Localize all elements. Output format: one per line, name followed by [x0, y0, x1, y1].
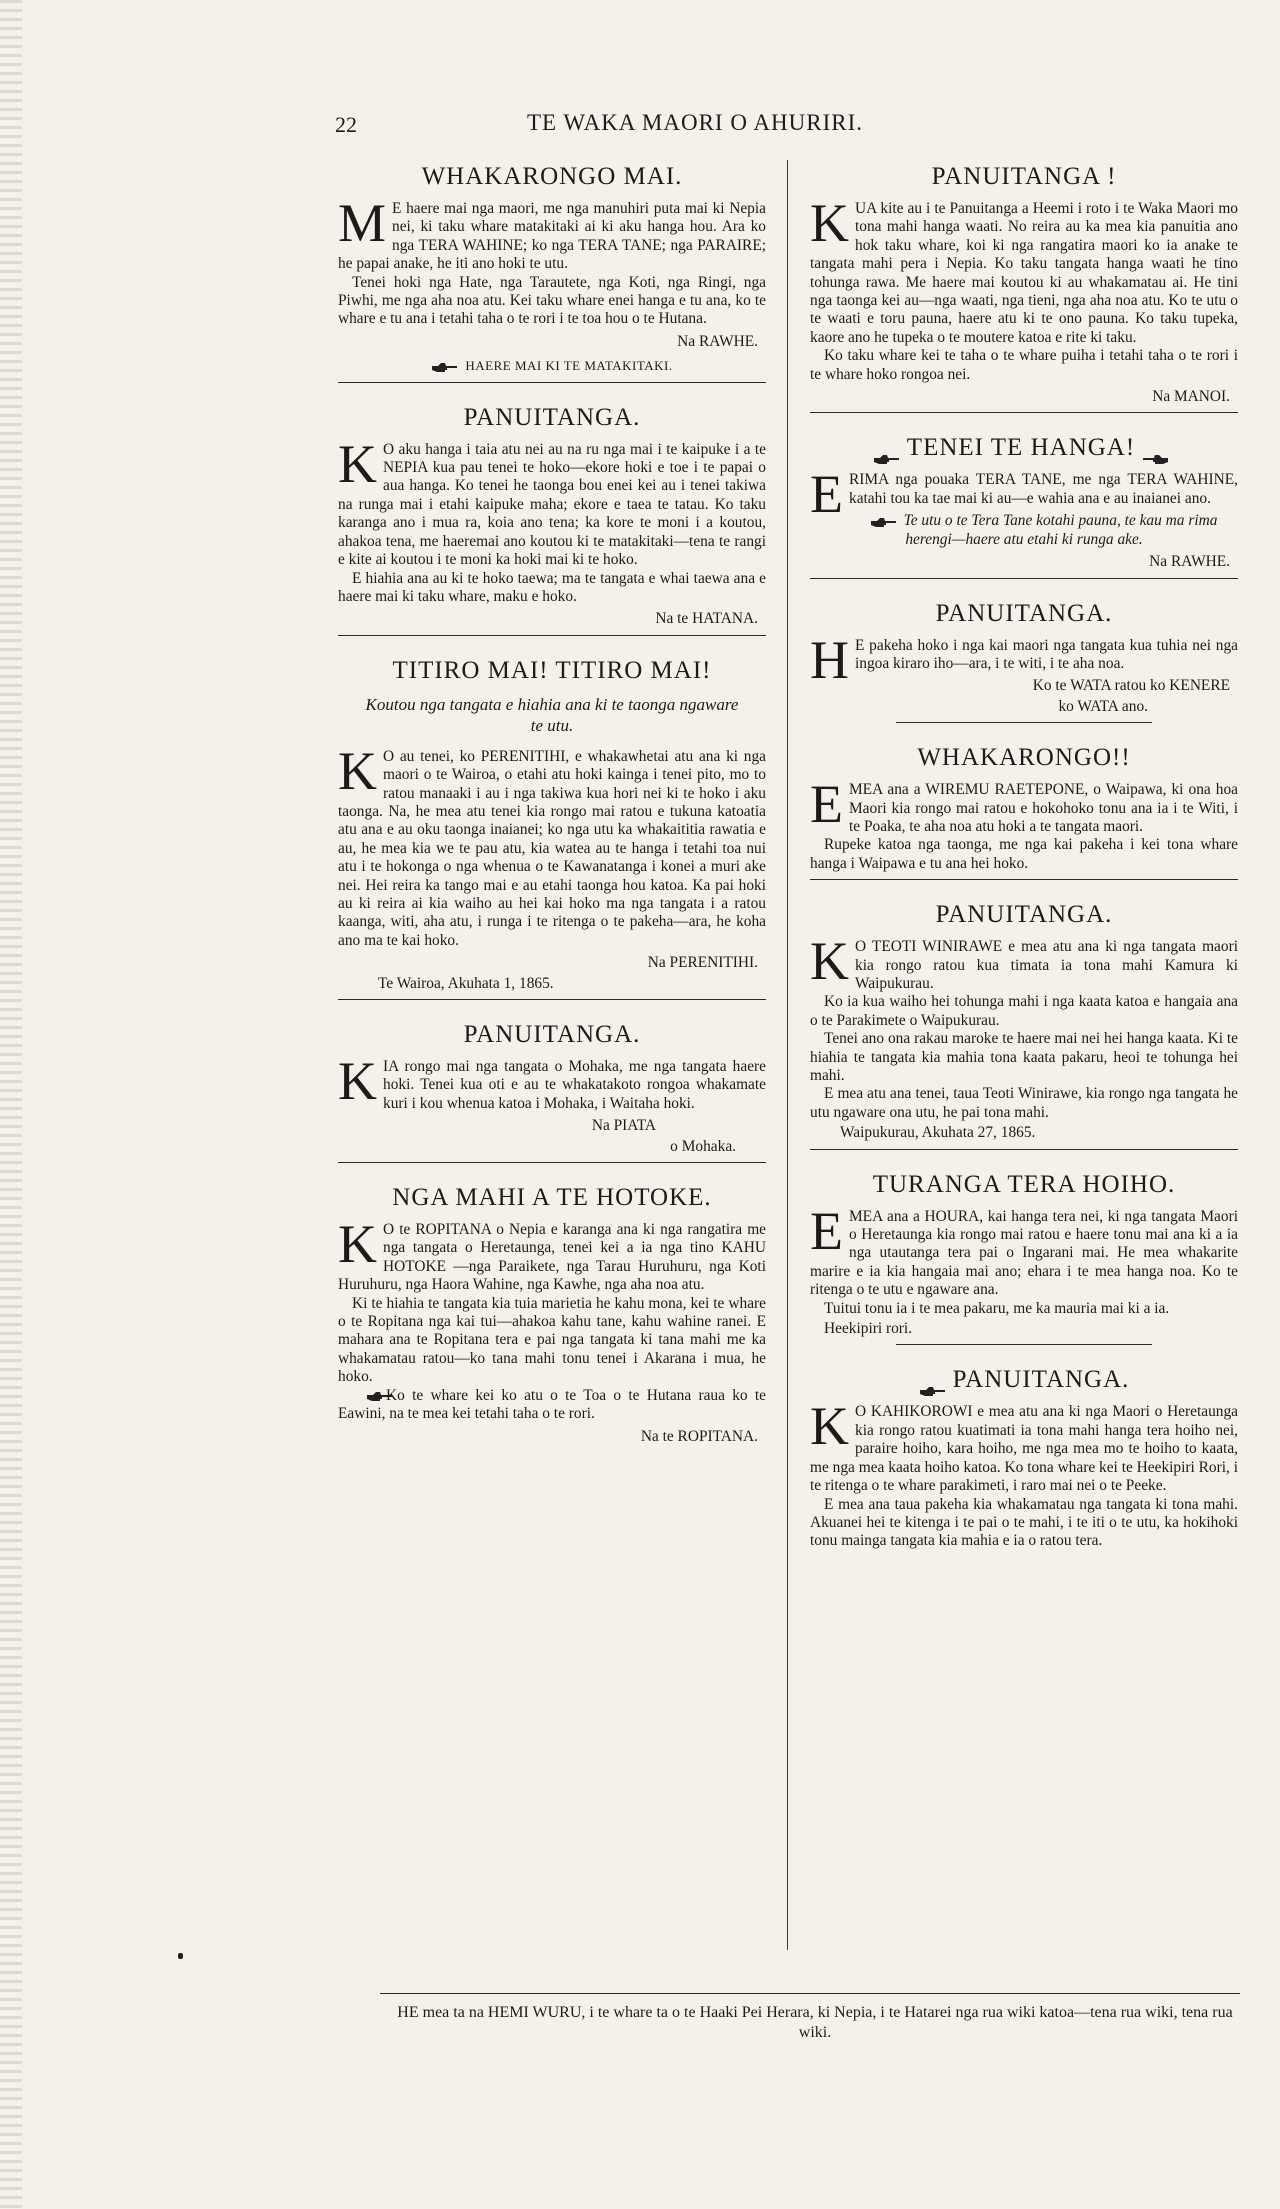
notice-paragraph: E mea atu ana tenei, taua Teoti Winirawe, kia rongo nga tangata he utu ngaware ona utu, he pai tona mahi. [810, 1085, 1238, 1121]
notice-signature: Na PIATA [591, 1117, 656, 1135]
page-number: 22 [335, 112, 357, 137]
notice-paragraph: K O TEOTI WINIRAWE e mea atu ana ki nga tangata maori kia rongo ratou kua timata ia tona mahi Kamura ki Waipukurau. [810, 931, 1238, 992]
notice-tenei-te-hanga [810, 433, 1238, 596]
pointing-hand-icon [1141, 444, 1169, 456]
section-rule [896, 722, 1153, 723]
notice-nga-mahi-a-te-hotoke [338, 1183, 766, 1456]
section-rule [810, 1149, 1238, 1150]
section-rule [810, 879, 1238, 880]
notice-paragraph: Ko te whare kei ko atu o te Toa o te Hutana raua ko te Eawini, na te mea kei tetahi taha o te rori. [338, 1386, 766, 1423]
notice-whakarongo [810, 743, 1238, 898]
notice-title: PANUITANGA ! [931, 163, 1117, 190]
notice-title: WHAKARONGO MAI. [421, 163, 683, 190]
notice-title: WHAKARONGO!! [917, 744, 1131, 772]
right-column [810, 160, 1238, 1559]
notice-dateline: Waipukurau, Akuhata 27, 1865. [840, 1124, 1036, 1142]
notice-title: PANUITANGA. [935, 599, 1113, 627]
notice-paragraph: E mea ana taua pakeha kia whakamatau nga tangata ki tona mahi. Akuanei hei te kitenga i te pai o te mahi, i te iti o te utu, ka hokihoki tonu mainga tangata kia mahia e ia o ratou tera. [810, 1495, 1238, 1550]
printer-imprint: HE mea ta na HEMI WURU, i te whare ta o te Haaki Pei Herara, ki Nepia, i te Hatarei nga rua wiki katoa—tena rua wiki, tena rua wiki. [397, 2004, 1233, 2041]
notice-paragraph: M E haere mai nga maori, me nga manuhiri puta mai ki Nepia nei, ki taku whare matakitaki ai ki aku hanga hou. Ara ko nga TERA WAHINE; ko nga TERA TANE; nga PARAIRE; he papai anake, he iti ano hoki te utu. [338, 193, 766, 273]
notice-signature: Na te HATANA. [655, 610, 758, 628]
notice-title: PANUITANGA. [810, 1365, 1238, 1395]
section-rule [338, 1162, 766, 1163]
notice-dateline: Te Wairoa, Akuhata 1, 1865. [378, 974, 554, 992]
page-binding-edge [0, 0, 22, 2209]
ink-speck [178, 1953, 183, 1959]
section-rule [810, 578, 1238, 579]
notice-paragraph: EMEA ana a HOURA, kai hanga tera nei, ki nga tangata Maori o Heretaunga kia rongo mai ratou e haere tonu mai ana ki a ia nga utautanga tera pai o Ingarani mai. He mea whakarite marire e ia kia hangaia mai ano; ehara i te mea hanga noa. Ko te ritenga o te utu e ngaware ana. [810, 1200, 1238, 1299]
notice-panuitanga-piata [338, 1020, 766, 1181]
notice-paragraph: K O KAHIKOROWI e mea atu ana ki nga Maori o Heretaunga kia rongo ratou kuatimati ia tona mahi hanga tera hoiho nei, paraire hoiho, kara hoiho, me nga mea mo te hoiho to kaata, me nga mea kaata hoiho katoa. Ko tona whare kei te Heekipiri Rori, i te ritenga o te whare parakimeti, i raro mai nei o te Peeke. [810, 1396, 1238, 1495]
notice-paragraph: ERIMA nga pouaka TERA TANE, me nga TERA WAHINE, katahi tou ka tae mai ki au—e wahia ana e au inaianei ano. [810, 464, 1238, 525]
notice-title: TURANGA TERA HOIHO. [872, 1170, 1176, 1198]
section-rule [338, 635, 766, 636]
drop-cap: E [810, 1200, 843, 1261]
notice-paragraph: H E pakeha hoko i nga kai maori nga tangata kua tuhia nei nga ingoa kiraro iho—ara, i te witi, i te aha noa. [810, 629, 1238, 690]
notice-panuitanga-manoi [810, 162, 1238, 431]
notice-paragraph: Tenei ano ona rakau maroke te haere mai nei hei hanga kaata. Ki te hiahia te tangata kia mahia tona kaata pakaru, heoi te tohunga hei mahi. [810, 1030, 1238, 1084]
notice-panuitanga-winirawe [810, 900, 1238, 1167]
notice-signature: Na te ROPITANA. [640, 1427, 758, 1445]
notice-title: TITIRO MAI! TITIRO MAI! [392, 656, 712, 684]
notice-panuitanga-wata [810, 599, 1238, 742]
notice-paragraph: EMEA ana a WIREMU RAETEPONE, o Waipawa, ki ona hoa Maori kia rongo mai ratou e hokohoko tonu ana ia i te Witi, i te Poaka, te aha noa atu hoki a te tangata maori. [810, 774, 1238, 835]
notice-paragraph: Ki te hiahia te tangata kia tuia marietia he kahu mona, kei te whare o te Ropitana nga kai tui—ahakoa kahu tane, kahu wahine ranei. E mahara ana te Ropitana tera e pai nga tangata ki tana mahi me ka whakamatau ratou—ko tana mahi tonu tenei i Akarana i mua, he hoko. [338, 1294, 766, 1386]
footer-rule [380, 1993, 1240, 1994]
pointing-hand-icon [870, 516, 898, 528]
pointing-hand-icon [431, 361, 459, 373]
notice-paragraph: E hiahia ana au ki te hoko taewa; ma te tangata e whai taewa ana e haere mai ki taku whare, maku e hoko. [338, 569, 766, 605]
drop-cap: K [810, 1396, 849, 1457]
notice-signature: Na PERENITIHI. [647, 954, 758, 972]
notice-paragraph: Tenei hoki nga Hate, nga Tarautete, nga Koti, nga Ringi, nga Piwhi, me nga aha noa atu. Kei taku whare enei hanga e tu ana, ko te whare e tu ana i tetahi taha o te rori i te toa hou o te Hutana. [338, 273, 766, 328]
newspaper-title: TE WAKA MAORI O AHURIRI. [527, 110, 863, 135]
notice-panuitanga-kahikorowi [810, 1365, 1238, 1558]
notice-paragraph: K O te ROPITANA o Nepia e karanga ana ki nga rangatira me nga tangata o Heretaunga, tenei kei a ia nga tino KAHU HOTOKE —nga Paraikete, nga Tarau Huruhuru, nga Koti Huruhuru, nga Haora Wahine, nga Kawhe, nga aha noa atu. [338, 1214, 766, 1294]
drop-cap: E [810, 774, 843, 835]
section-rule [338, 382, 766, 383]
notice-footnote: HAERE MAI KI TE MATAKITAKI. [338, 357, 766, 375]
notice-address: Heekipiri rori. [824, 1320, 913, 1338]
page-header [335, 108, 1055, 148]
drop-cap: K [338, 1214, 377, 1275]
notice-italic-note: Te utu o te Tera Tane kotahi pauna, te kau ma rima herengi—haere atu etahi ki runga ake. [810, 512, 1238, 549]
notice-paragraph: KIA rongo mai nga tangata o Mohaka, me nga tangata haere hoki. Tenei kua oti e au te whakatakoto rongoa whakamate kuri i kou whenua katoa i Mohaka, i Waitaha hoki. [338, 1051, 766, 1112]
left-column [338, 160, 766, 1456]
notice-title: TENEI TE HANGA! [810, 433, 1238, 463]
drop-cap: K [810, 931, 849, 992]
drop-cap: E [810, 464, 843, 525]
notice-signature: Ko te WATA ratou ko KENERE [1032, 677, 1230, 695]
notice-paragraph: Rupeke katoa nga taonga, me nga kai pakeha i kei tona whare hanga i Waipawa e tu ana hei hoko. [810, 836, 1238, 872]
notice-paragraph: Tuitui tonu ia i te mea pakaru, me ka mauria mai ki a ia. [824, 1299, 1170, 1317]
section-rule [338, 999, 766, 1000]
notice-paragraph: Ko taku whare kei te taha o te whare puiha i tetahi taha o te rori i te whare hoko rongoa nei. [810, 347, 1238, 383]
notice-turanga-tera-hoiho [810, 1170, 1238, 1364]
drop-cap: K [338, 433, 377, 494]
notice-paragraph: K O aku hanga i taia atu nei au na ru nga mai i te kaipuke i a te NEPIA kua pau tenei te hoko—ekore hoki e toe i te papai o aua hanga. Ko tenei he taonga bou enei kei au i tenei takiwa na runga mai i etahi kaipuke maha; ekore e taea te tatau. Ko taku karanga ano i mua ra, koia ano tena; ka kore te moni i a koutou, ahakoa tena, me haeremai ano koutou ki te matakitaki—tena te rangi e kite ai koutou i te moni ka hoki mai ki te hoko. [338, 433, 766, 569]
pointing-hand-icon [873, 444, 901, 456]
notice-subtitle: Koutou nga tangata e hiahia ana ki te taonga ngaware te utu. [365, 694, 739, 735]
column-divider [787, 160, 788, 1950]
notice-paragraph: Ko ia kua waiho hei tohunga mahi i nga kaata katoa e hangaia ana o te Parakimete o Waipukurau. [810, 993, 1238, 1029]
drop-cap: K [810, 193, 849, 253]
drop-cap: K [338, 740, 377, 801]
notice-title: PANUITANGA. [463, 1021, 641, 1048]
notice-whakarongo-mai [338, 162, 766, 401]
drop-cap: K [338, 1051, 377, 1111]
notice-paragraph: KUA kite au i te Panuitanga a Heemi i roto i te Waka Maori mo tona mahi hanga waati. No reira au ka mea kia panuitia ano hok taku whare, koi ki nga rangatira maori ko ia anake te tangata mahi pera i Nepia. Ko taku tangata hanga waati he tino tohunga rawa. Me haere mai koutou ki au whakamatau ai. He tini nga taonga kei au—nga waati, nga tieni, nga aha noa atu. Ko te utu o te waati e toru pauna, haere atu ki te ono pauna. Ko taku tupeka, kaore ano he tupeka o te moutere katoa e rite ki taku. [810, 193, 1238, 346]
notice-signature-place: o Mohaka. [670, 1137, 736, 1155]
section-rule [896, 1344, 1153, 1345]
notice-signature: Na RAWHE. [1149, 553, 1230, 571]
notice-signature-2: ko WATA ano. [1058, 697, 1148, 715]
pointing-hand-icon [352, 1390, 380, 1402]
notice-signature: Na MANOI. [1152, 388, 1230, 406]
notice-signature: Na RAWHE. [677, 332, 758, 350]
drop-cap: M [338, 193, 387, 253]
notice-title: NGA MAHI A TE HOTOKE. [392, 1184, 712, 1212]
notice-paragraph: K O au tenei, ko PERENITIHI, e whakawhetai atu ana ki nga maori o te Wairoa, o etahi atu hoki kainga i tenei pito, mo to ratou manaaki i au i nga takiwa kua hori nei ki te hoko i aku taonga. Na, he mea atu tenei kia rongo mai ratou e tukuna katoatia atu ana e au oku taonga inaianei; ko nga utu ka whakaititia rawatia e au, he mea kia we te pau atu, kia watea au te hanga i tetahi toa nui atu i te hokonga o nga whenua o te Kawanatanga i konei a muri ake nei. Hei reira ka tango mai e au etahi taonga hou katoa. Ka pai hoki au ki reira ai kia waiho au hei kai hoko ma nga tangata i a ratou kaanga, witi, aha atu, i runga i te ritenga o te pakeha—ara, he koha ano ma te kai hoko. [338, 740, 766, 949]
drop-cap: H [810, 629, 849, 690]
section-rule [810, 412, 1238, 413]
notice-title: PANUITANGA. [935, 901, 1113, 929]
notice-titiro-mai [338, 656, 766, 1018]
pointing-hand-icon [919, 1376, 947, 1388]
notice-title: PANUITANGA. [463, 403, 641, 431]
notice-panuitanga-hatana [338, 403, 766, 654]
